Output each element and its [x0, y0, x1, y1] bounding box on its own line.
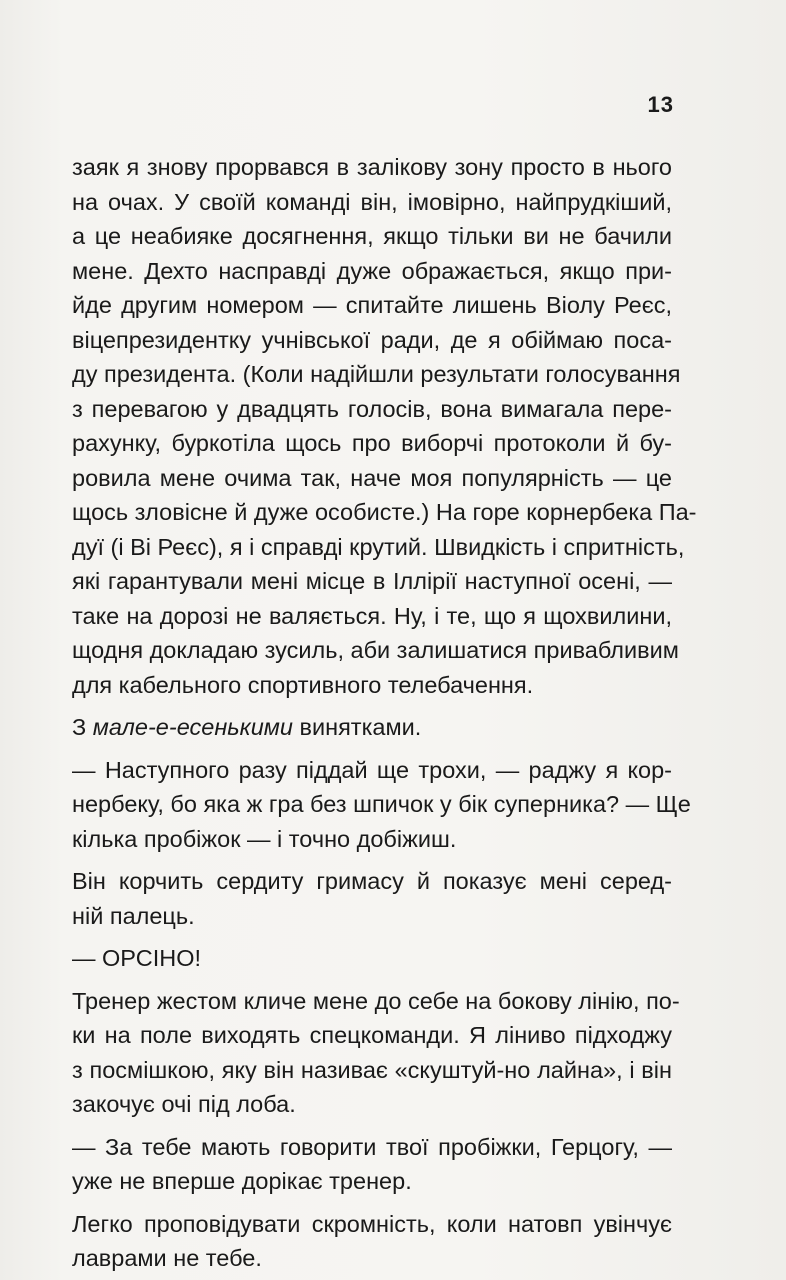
text-line: з посмішкою, яку він називає «скуштуй-но лайна», і він: [72, 1056, 672, 1083]
paragraph: [72, 753, 691, 857]
text-line: Легко проповідувати скромність, коли натовп увінчує: [72, 1210, 672, 1237]
body-text: [72, 150, 697, 1276]
paragraph: [72, 1207, 672, 1276]
text-line: мене. Дехто насправді дуже ображається, якщо при-: [72, 257, 672, 284]
text-line: — За тебе мають говорити твої пробіжки, Герцогу, —: [72, 1133, 672, 1160]
text-line: рахунку, буркотіла щось про виборчі протоколи й бу-: [72, 430, 672, 456]
paragraph: [72, 1130, 672, 1199]
paragraph: [72, 984, 680, 1122]
text-line: ровила мене очима так, наче моя популярність — це: [72, 464, 672, 491]
paragraph: [72, 941, 672, 976]
text-line: віцепрезидентку учнівської ради, де я обіймаю поса-: [72, 326, 672, 353]
text-suffix: винятками.: [292, 714, 422, 740]
text-line: щодня докладаю зусиль, аби залишатися привабливим: [72, 637, 679, 663]
paragraph: [72, 710, 672, 745]
text-line: йде другим номером — спитайте лишень Віолу Реєс,: [72, 292, 672, 318]
text-line: які гарантували мені місце в Іллірії наступної осені, —: [72, 568, 672, 594]
text-prefix: З: [72, 714, 93, 740]
text-line: закочує очі під лоба.: [72, 1091, 296, 1117]
text-line: ки на поле виходять спецкоманди. Я ліниво підходжу: [72, 1022, 672, 1048]
text-line: з перевагою у двадцять голосів, вона вимагала пере-: [72, 395, 672, 422]
italic-text: мале-е-есенькими: [92, 714, 293, 740]
text-line: — ОРСІНО!: [72, 945, 201, 971]
text-line: на очах. У своїй команді він, імовірно, найпрудкіший,: [72, 188, 672, 215]
paragraph: [72, 864, 672, 933]
text-line: кілька пробіжок — і точно добіжиш.: [72, 825, 457, 852]
text-line: дуї (і Ві Реєс), я і справді крутий. Швидкість і спритність,: [72, 533, 685, 560]
text-line: ду президента. (Коли надійшли результати голосування: [72, 361, 681, 387]
text-line: [72, 710, 672, 745]
text-line: лаврами не тебе.: [72, 1245, 262, 1271]
text-line: Тренер жестом кличе мене до себе на бокову лінію, по-: [72, 987, 680, 1014]
text-line: — Наступного разу піддай ще трохи, — раджу я кор-: [72, 756, 672, 783]
paragraph: [72, 150, 697, 702]
text-line: щось зловісне й дуже особисте.) На горе корнербека Па-: [72, 499, 697, 525]
text-line: Він корчить сердиту гримасу й показує мені серед-: [72, 868, 672, 894]
text-line: а це неабияке досягнення, якщо тільки ви не бачили: [72, 223, 672, 249]
text-line: заяк я знову прорвався в залікову зону просто в нього: [72, 154, 672, 180]
text-line: нербеку, бо яка ж гра без шпичок у бік суперника? — Ще: [72, 791, 691, 817]
text-line: уже не вперше дорікає тренер.: [72, 1168, 412, 1194]
text-line: для кабельного спортивного телебачення.: [72, 671, 534, 698]
text-line: ній палець.: [72, 902, 195, 929]
text-line: таке на дорозі не валяється. Ну, і те, що я щохвилини,: [72, 602, 672, 629]
page-number: 13: [647, 92, 674, 117]
